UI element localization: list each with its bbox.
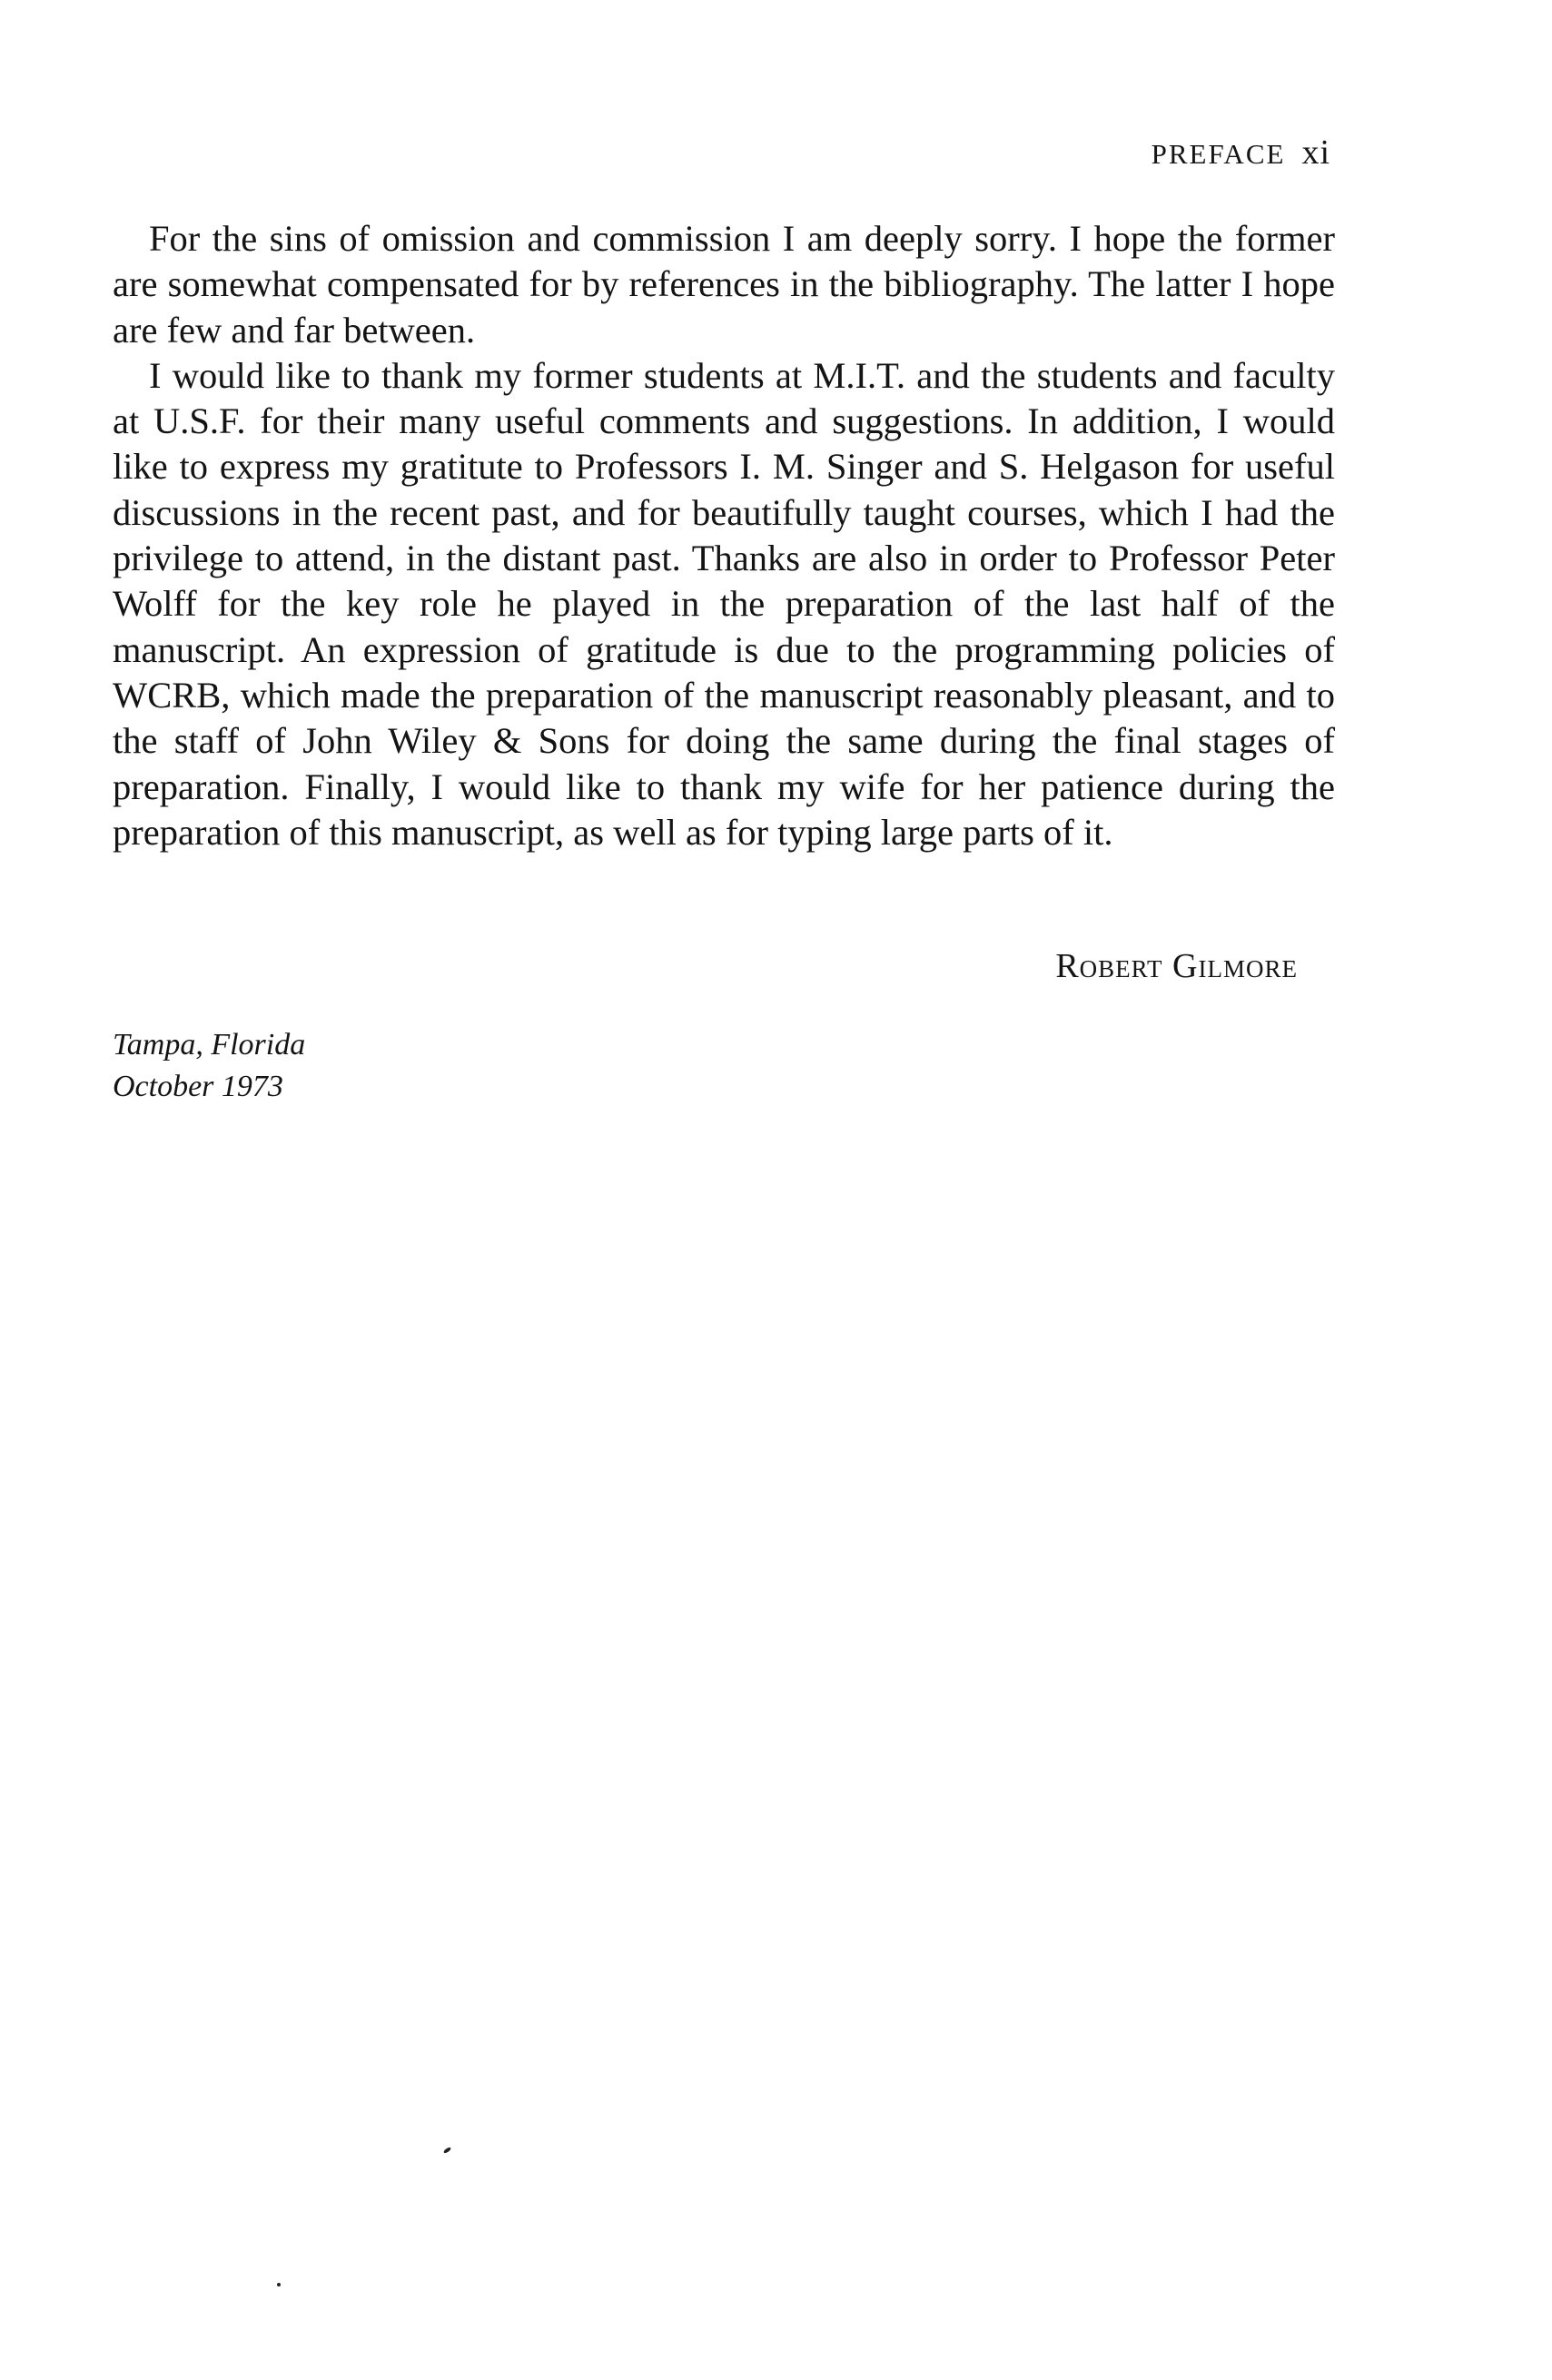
page-number: xi bbox=[1301, 133, 1330, 172]
running-head bbox=[1152, 133, 1330, 173]
scan-speck bbox=[443, 2147, 452, 2154]
scan-speck bbox=[277, 2283, 281, 2286]
dateline-date: October 1973 bbox=[113, 1070, 283, 1103]
dateline-place: Tampa, Florida bbox=[113, 1028, 306, 1062]
paragraph: For the sins of omission and commission I am deeply sorry. I hope the former are somewhat compensated for by references in the bibliography. The latter I hope are few and far between. bbox=[113, 218, 1335, 351]
paragraph: I would like to thank my former students at M.I.T. and the students and faculty at U.S.F. for their many useful comments and suggestions. In addition, I would like to express my gratitute to Professors I. M. Singer and S. Helgason for useful discussions in the recent past, and for beautifully taught courses, which I had the privilege to attend, in the distant past. Thanks are also in order to Professor Peter Wolff for the key role he played in the preparation of the last half of the manuscript. An expression of gratitude is due to the programming policies of WCRB, which made the preparation of the manuscript reasonably pleasant, and to the staff of John Wiley & Sons for doing the same during the final stages of preparation. Finally, I would like to thank my wife for her patience during the preparation of this manuscript, as well as for typing large parts of it. bbox=[113, 354, 1335, 853]
author-signature: Robert Gilmore bbox=[1055, 947, 1298, 985]
running-head-title: PREFACE bbox=[1151, 138, 1286, 170]
preface-body bbox=[113, 216, 1335, 855]
dateline bbox=[113, 1024, 305, 1108]
